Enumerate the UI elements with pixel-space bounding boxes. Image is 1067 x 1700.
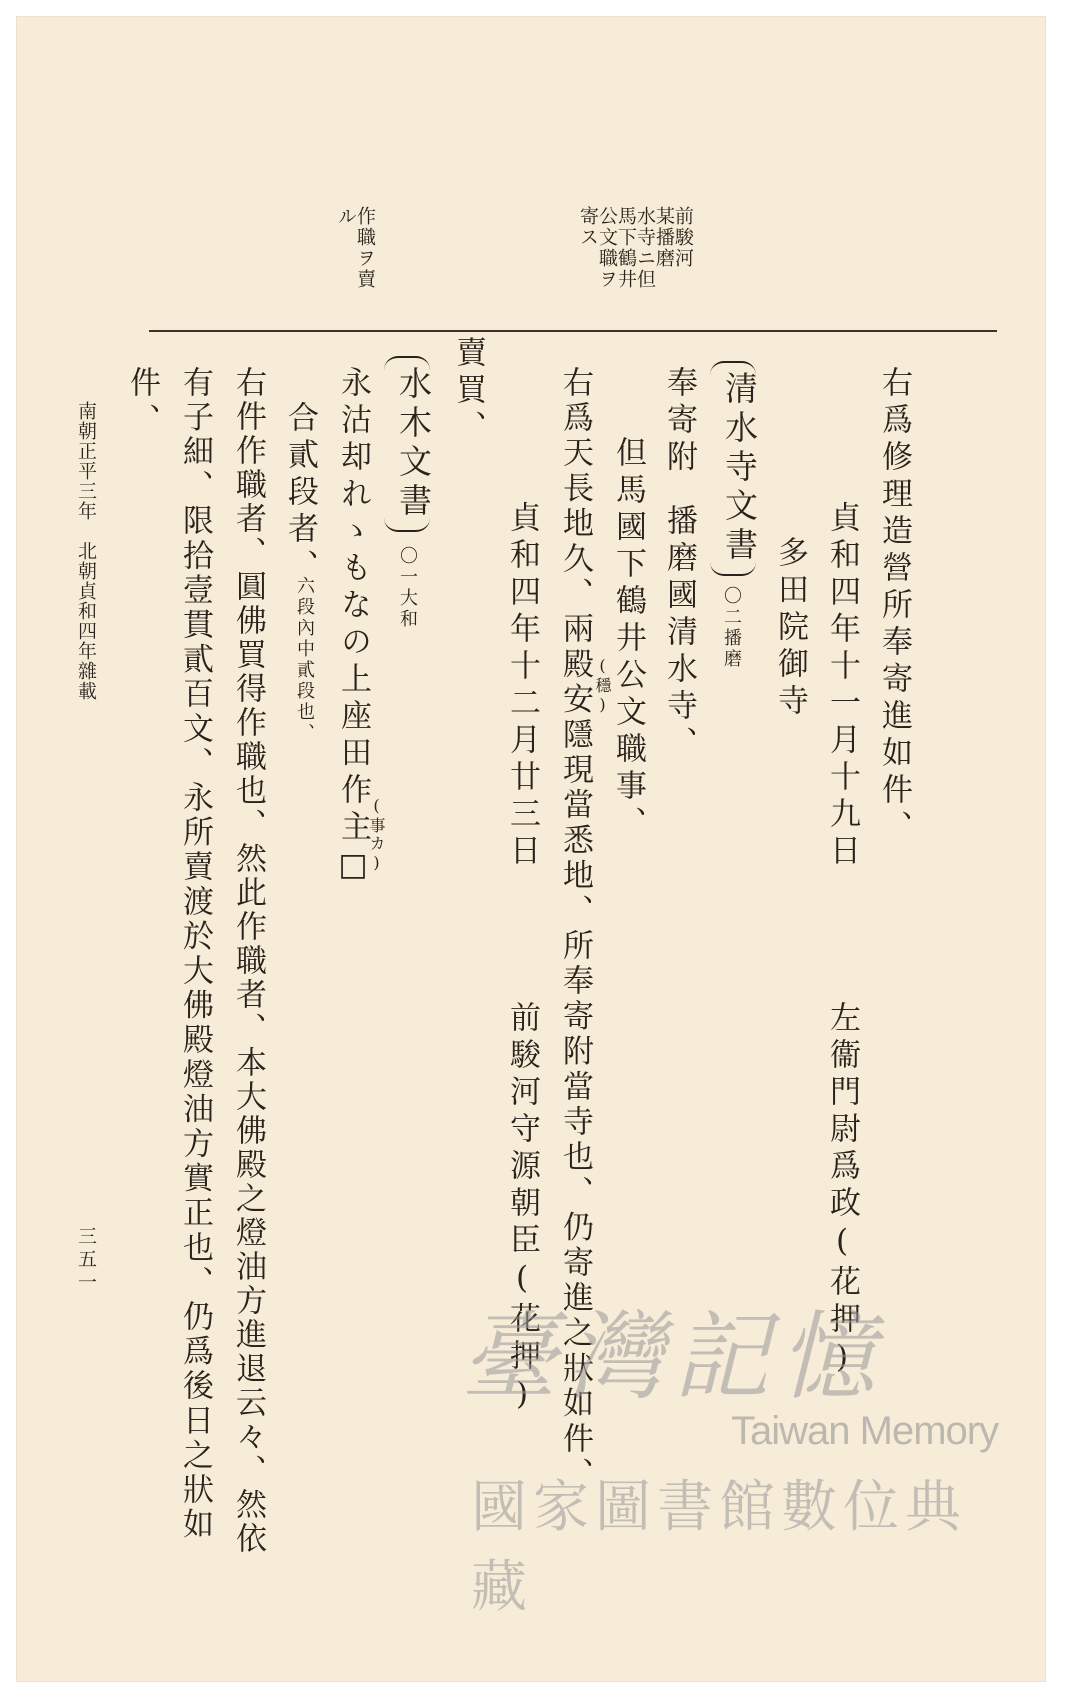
margin-note-line: 公文職ヲ	[596, 206, 618, 290]
running-head: 南朝正平三年 北朝貞和四年雜載	[75, 401, 97, 701]
section-note-kiyomizu: 〇二播磨	[721, 586, 742, 670]
page-number: 三五一	[75, 1226, 97, 1295]
watermark-subtitle: 國家圖書館數位典藏	[471, 1475, 967, 1620]
margin-note-line: 馬下鶴井	[615, 206, 637, 290]
signature-column: 左衞門尉爲政(花押)	[824, 1001, 860, 1381]
date-column: 貞和四年十一月十九日	[824, 501, 860, 871]
text-column: 右件作職者、圓佛買得作職也、然此作職者、本大佛殿之燈油方進退云々、然依	[230, 366, 266, 1556]
text-column: 永沽却れゝもなの上座田作主□	[335, 366, 371, 889]
text-column: 件、	[124, 366, 160, 440]
text-column: 右爲天長地久、兩殿安隱現當悉地、所奉寄附當寺也、仍寄進之狀如件、	[557, 366, 593, 1493]
margin-note-line: 前駿河	[672, 206, 694, 269]
margin-note-line: 水寺ニ但	[634, 206, 656, 290]
annotation: (事カ)	[367, 796, 386, 874]
signature-column: 前駿河守源朝臣(花押)	[504, 1001, 540, 1418]
document-page	[16, 16, 1046, 1682]
text-column: 播磨國清水寺、	[661, 504, 697, 763]
annotation: (穩)	[593, 656, 612, 716]
margin-rule	[149, 330, 997, 332]
addressee-column: 多田院御寺	[772, 536, 808, 721]
text-column: 但馬國下鶴井公文職事、	[610, 436, 646, 843]
watermark-title: 臺灣記憶	[461, 1301, 885, 1413]
text-column: 奉寄附	[661, 366, 697, 477]
margin-note-sale	[336, 206, 374, 290]
section-note-mizuki: 〇一大和	[397, 546, 418, 630]
text-column: 有子細、限拾壹貫貳百文、永所賣渡於大佛殿燈油方實正也、仍爲後日之狀如	[177, 366, 213, 1543]
watermark	[461, 1281, 1021, 1620]
text-column: 右爲修理造營所奉寄進如件、	[876, 366, 912, 847]
text-column: 合貳段者、	[282, 401, 318, 586]
section-heading-mizuki: 水木文書	[384, 356, 430, 532]
margin-note-kiyomizu	[578, 206, 692, 290]
section-heading-kiyomizu: 清水寺文書	[710, 361, 756, 576]
section-title: 賣買、	[450, 336, 486, 447]
margin-note-line: 作職ヲ賣	[354, 206, 376, 290]
margin-note-line: 寄ス	[577, 206, 599, 248]
margin-note-line: ル	[335, 206, 357, 227]
margin-note-line: 某播磨	[653, 206, 675, 269]
text-note: 六段內中貳段也、	[294, 576, 315, 744]
date-column: 貞和四年十二月廿三日	[504, 501, 540, 871]
watermark-english: Taiwan Memory	[731, 1409, 999, 1453]
